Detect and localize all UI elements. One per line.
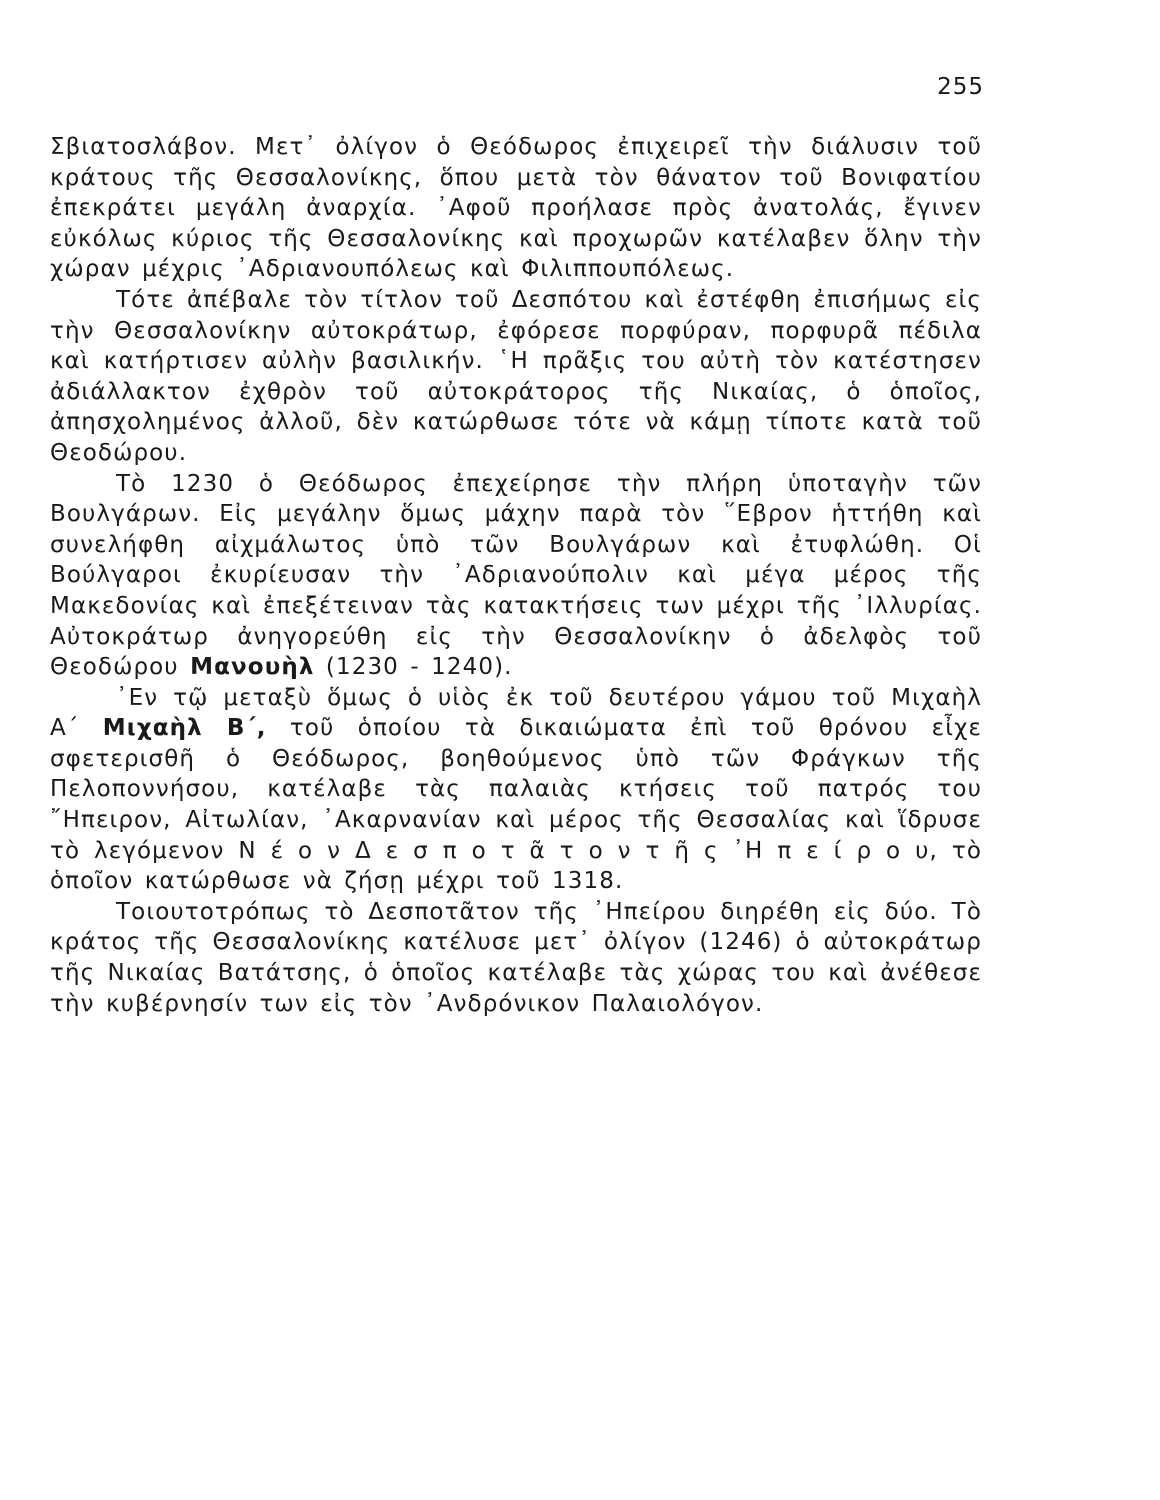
paragraph-3-text-before: Τὸ 1230 ὁ Θεόδωρος ἐπεχείρησε τὴν πλήρη ὑποταγὴν τῶν Βουλγάρων. Εἰς μεγάλην ὅμως μάχην παρὰ τὸν ῞Εβρον ἡττήθη καὶ συνελήφθη αἰχμάλωτος ὑπὸ τῶν Βουλγάρων καὶ ἐτυφλώθη. Οἱ Βούλγαροι ἐκυρίευσαν τὴν ᾿Αδριανούπολιν καὶ μέγα μέρος τῆς Μακεδονίας καὶ ἐπεξέτειναν τὰς κατακτήσεις των μέχρι τῆς ᾿Ιλλυρίας. Αὐτοκράτωρ ἀνηγορεύθη εἰς τὴν Θεσσαλονίκην ὁ ἀδελφὸς τοῦ Θεοδώρου: [50, 470, 982, 681]
paragraph-2: Τότε ἀπέβαλε τὸν τίτλον τοῦ Δεσπότου καὶ ἐστέφθη ἐπισήμως εἰς τὴν Θεσσαλονίκην αὐτοκράτωρ, ἐφόρεσε πορφύραν, πορφυρᾶ πέδιλα καὶ κατήρτισεν αὐλὴν βασιλικήν. ῾Η πρᾶξις του αὐτὴ τὸν κατέστησεν ἀδιάλλακτον ἐχθρὸν τοῦ αὐτοκράτορος τῆς Νικαίας, ὁ ὁποῖος, ἀπησχολημένος ἀλλοῦ, δὲν κατώρθωσε τότε νὰ κάμῃ τίποτε κατὰ τοῦ Θεοδώρου.: [50, 286, 982, 466]
emphasized-name-manuel: Μανουὴλ: [190, 654, 315, 681]
paragraph-3-text-after: (1230 - 1240).: [325, 654, 513, 681]
paragraph-1: Σβιατοσλάβον. Μετ᾿ ὀλίγον ὁ Θεόδωρος ἐπιχειρεῖ τὴν διάλυσιν τοῦ κράτους τῆς Θεσσαλονίκης, ὅπου μετὰ τὸν θάνατον τοῦ Βονιφατίου ἐπεκράτει μεγάλη ἀναρχία. ᾿Αφοῦ προήλασε πρὸς ἀνατολάς, ἔγινεν εὐκόλως κύριος τῆς Θεσσαλονίκης καὶ προχωρῶν κατέλαβεν ὅλην τὴν χώραν μέχρις ᾿Αδριανουπόλεως καὶ Φιλιππουπόλεως.: [50, 134, 982, 283]
page-number: 255: [937, 74, 984, 100]
paragraph-4-text-before: ᾿Εν τῷ μεταξὺ ὅμως ὁ υἱὸς ἐκ τοῦ δευτέρου γάμου τοῦ Μιχαὴλ Α΄: [50, 684, 982, 742]
paragraph-5: Τοιουτοτρόπως τὸ Δεσποτᾶτον τῆς ᾿Ηπείρου διηρέθη εἰς δύο. Τὸ κράτος τῆς Θεσσαλονίκης κατέλυσε μετ᾿ ὀλίγον (1246) ὁ αὐτοκράτωρ τῆς Νικαίας Βατάτσης, ὁ ὁποῖος κατέλαβε τὰς χώρας του καὶ ἀνέθεσε τὴν κυβέρνησίν των εἰς τὸν ᾿Ανδρόνικον Παλαιολόγον.: [50, 898, 982, 1017]
emphasized-name-michael-ii: Μιχαὴλ Β΄,: [102, 715, 267, 742]
paragraph-3: [50, 469, 982, 683]
paragraph-4: [50, 683, 982, 897]
body-text: [50, 132, 982, 1019]
paragraph-4-text-after: τοῦ ὁποίου τὰ δικαιώματα ἐπὶ τοῦ θρόνου εἶχε σφετερισθῆ ὁ Θεόδωρος, βοηθούμενος ὑπὸ τῶν Φράγκων τῆς Πελοποννήσου, κατέλαβε τὰς παλαιὰς κτήσεις τοῦ πατρός του ῎Ηπειρον, Αἰτωλίαν, ᾿Ακαρνανίαν καὶ μέρος τῆς Θεσσαλίας καὶ ἵδρυσε τὸ λεγόμενον Ν έ ο ν Δ ε σ π ο τ ᾶ τ ο ν τ ῆ ς ᾿Η π ε ί ρ ο υ, τὸ ὁποῖον κατώρθωσε νὰ ζήσῃ μέχρι τοῦ 1318.: [50, 715, 982, 895]
